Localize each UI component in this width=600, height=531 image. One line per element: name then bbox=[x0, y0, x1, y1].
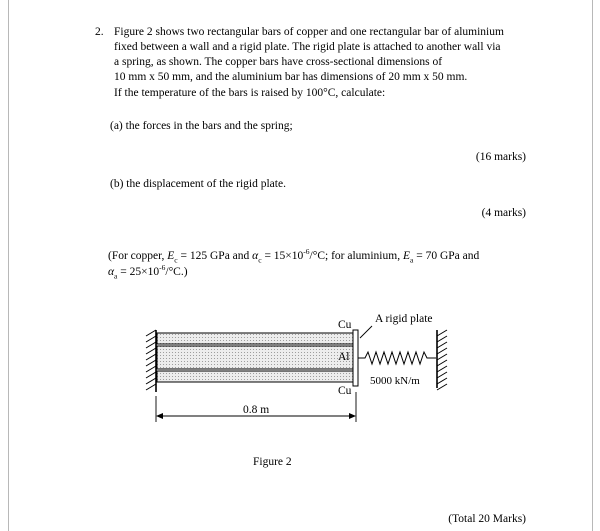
part-a-text: (a) the forces in the bars and the spring; bbox=[110, 120, 293, 132]
label-al: Al bbox=[338, 351, 350, 363]
rigid-plate bbox=[353, 330, 358, 386]
total-marks: (Total 20 Marks) bbox=[448, 513, 526, 525]
label-cu-top: Cu bbox=[338, 319, 352, 331]
label-length: 0.8 m bbox=[243, 404, 270, 416]
figure-caption: Figure 2 bbox=[253, 456, 292, 468]
label-cu-bottom: Cu bbox=[338, 385, 352, 397]
part-b-marks: (4 marks) bbox=[481, 207, 526, 219]
copper-bar-top bbox=[157, 333, 353, 344]
question-line-5: If the temperature of the bars is raised by 100°C, calculate: bbox=[114, 87, 386, 99]
left-wall bbox=[146, 330, 156, 392]
spring bbox=[358, 352, 436, 364]
question-line-4: 10 mm x 50 mm, and the aluminium bar has dimensions of 20 mm x 50 mm. bbox=[114, 71, 468, 83]
label-spring-stiffness: 5000 kN/m bbox=[370, 375, 420, 387]
right-wall bbox=[437, 330, 447, 390]
question-number: 2. bbox=[95, 26, 104, 38]
question-line-3: a spring, as shown. The copper bars have cross-sectional dimensions of bbox=[114, 56, 443, 68]
copper-bar-bottom bbox=[157, 371, 353, 382]
constants-line-1: (For copper, $E_c = 125$ GPa and $\alpha_c = 15\times 10^{-6}/^\circ C$; for aluminium, $E_a = 70$ GPa and bbox=[108, 247, 480, 265]
question-line-1: Figure 2 shows two rectangular bars of copper and one rectangular bar of aluminium bbox=[114, 26, 504, 38]
label-rigid-plate: A rigid plate bbox=[375, 313, 433, 325]
constants-line-2: $\alpha_a = 25\times 10^{-6}/^\circ C$.) bbox=[108, 263, 188, 281]
question-line-2: fixed between a wall and a rigid plate. The rigid plate is attached to another wall via bbox=[114, 41, 501, 53]
part-b-text: (b) the displacement of the rigid plate. bbox=[110, 178, 286, 190]
aluminium-bar bbox=[157, 346, 353, 369]
part-a-marks: (16 marks) bbox=[475, 151, 526, 163]
plate-leader-line bbox=[360, 326, 372, 338]
